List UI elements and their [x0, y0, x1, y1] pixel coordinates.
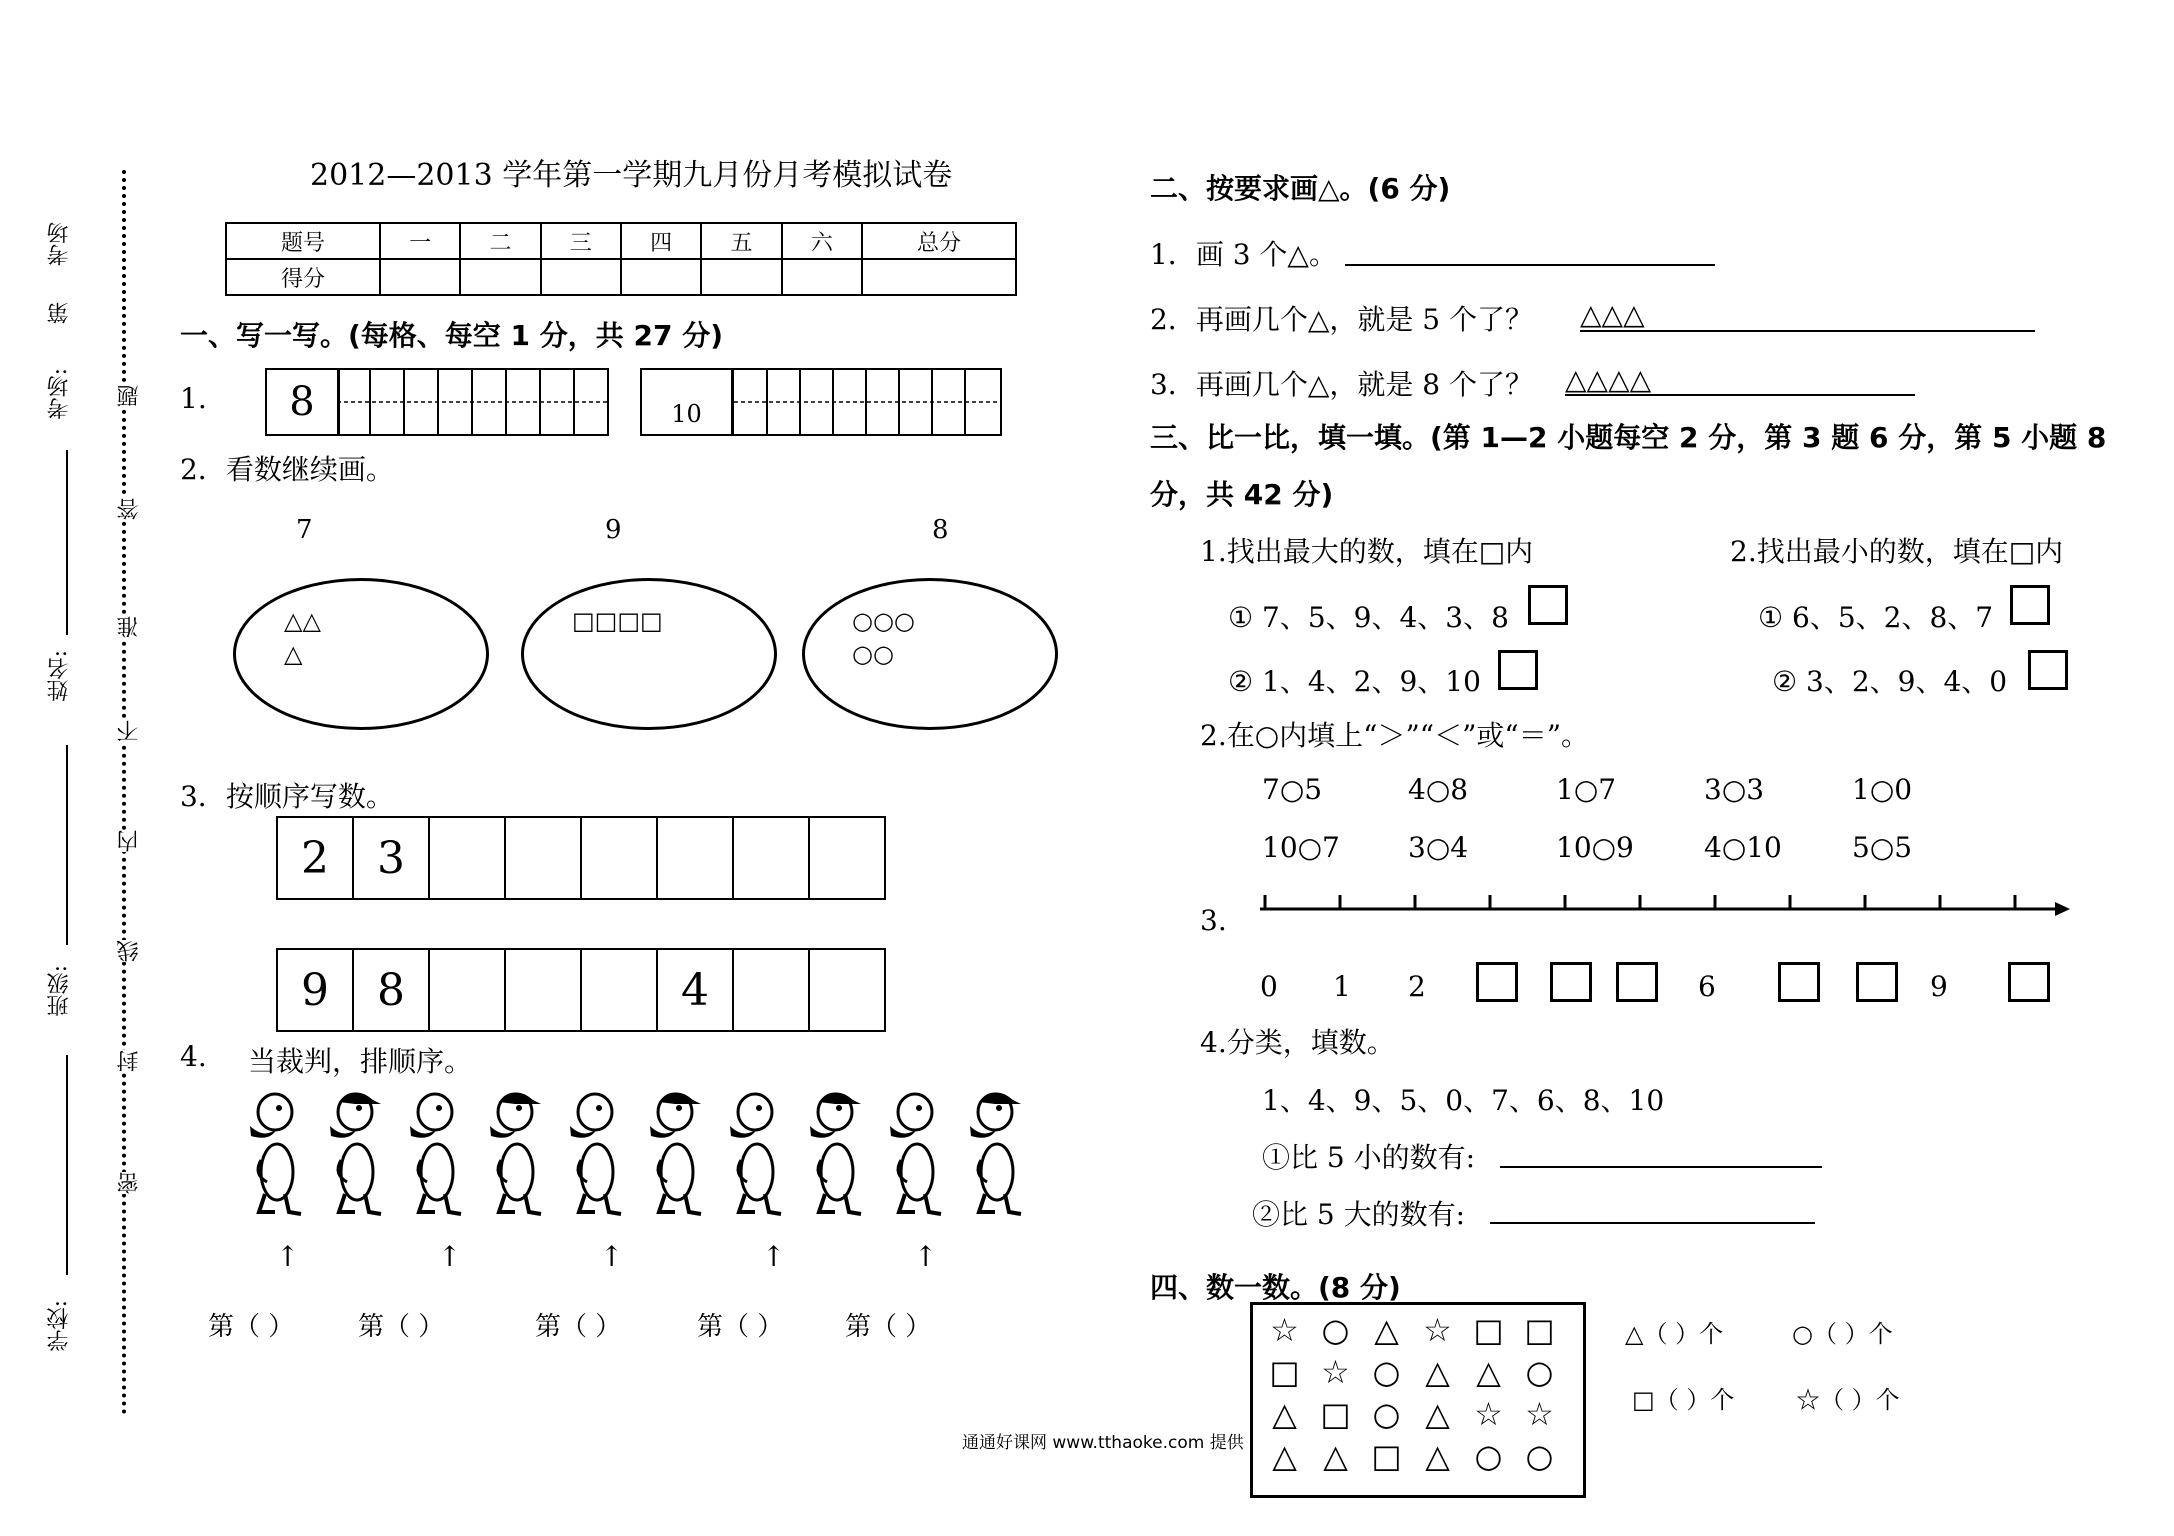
numline-box[interactable]: [2008, 962, 2050, 1002]
numline-label: 2: [1408, 970, 1426, 1003]
duck-figure: [330, 1092, 381, 1214]
duck-figure: [250, 1094, 301, 1214]
oval-2-shapes-line1: □□□□: [572, 607, 663, 635]
grid-shape: △: [1374, 1311, 1399, 1349]
grid-shape: ○: [1321, 1311, 1350, 1349]
s3-q4-a: ①比 5 小的数有:: [1262, 1141, 1476, 1174]
compare-item[interactable]: 10○7: [1262, 831, 1340, 864]
grid-shape: △: [1476, 1353, 1501, 1391]
numline-label: 6: [1698, 970, 1716, 1003]
section-3-heading-line1: 三、比一比，填一填。(第 1—2 小题每空 2 分，第 3 题 6 分，第 5 小题 8: [1150, 421, 2107, 454]
rank-arrow-5: ↑: [914, 1240, 938, 1273]
writing-grid-2-lines: [734, 370, 1000, 434]
drawing-oval-1[interactable]: [233, 578, 489, 730]
s3-q1b-item2: ② 3、2、9、4、0: [1772, 665, 2008, 698]
section-4-heading: 四、数一数。(8 分): [1150, 1271, 1401, 1304]
answer-box[interactable]: [2010, 585, 2050, 625]
oval-2-number: 9: [605, 515, 622, 545]
grid-shape: △: [1425, 1353, 1450, 1391]
compare-item[interactable]: 3○3: [1704, 773, 1765, 806]
writing-grid-1-lines: [337, 370, 607, 434]
oval-3-number: 8: [932, 515, 949, 545]
compare-item[interactable]: 3○4: [1408, 831, 1469, 864]
rank-blank-3[interactable]: 第（ ）: [535, 1312, 622, 1342]
sidebar-name-label: 姓名:: [47, 650, 72, 702]
sequence-cell: 8: [352, 950, 428, 1030]
seal-char-zhun: 准: [114, 616, 145, 638]
oval-1-shapes-line1: △△: [284, 607, 321, 635]
score-header-cell: 四: [621, 223, 701, 259]
count-triangle[interactable]: △（ ）个: [1625, 1320, 1724, 1348]
sidebar-kaochang-top: 考场: [47, 222, 72, 266]
s2-q2-answer-line[interactable]: [1580, 306, 2035, 332]
q2-prompt: 2．看数继续画。: [180, 453, 394, 486]
s3-q4-numbers: 1、4、9、5、0、7、6、8、10: [1262, 1084, 1665, 1117]
sequence-cell-blank[interactable]: [428, 950, 504, 1030]
s2-q1-answer-line[interactable]: [1345, 240, 1715, 266]
seal-char-mi: 密: [114, 1172, 145, 1194]
writing-grid-2: [640, 368, 1002, 436]
rank-blank-1[interactable]: 第（ ）: [208, 1312, 295, 1342]
answer-box[interactable]: [2028, 650, 2068, 690]
s3-q4-prompt: 4.分类，填数。: [1200, 1026, 1395, 1059]
numline-box[interactable]: [1476, 962, 1518, 1002]
sidebar-line-1: [66, 450, 68, 635]
seal-char-ti: 题: [114, 385, 145, 407]
duck-figure: [570, 1094, 621, 1214]
sequence-cell: 4: [656, 950, 732, 1030]
sidebar-line-3: [66, 1055, 68, 1275]
grid-shape: □: [1371, 1437, 1402, 1475]
numline-label: 9: [1930, 970, 1948, 1003]
shape-count-grid: [1250, 1302, 1586, 1498]
grid-shape: △: [1323, 1437, 1348, 1475]
sequence-cell-blank[interactable]: [808, 818, 884, 898]
numline-box[interactable]: [1778, 962, 1820, 1002]
compare-item[interactable]: 5○5: [1852, 831, 1913, 864]
shape-grid-table: [1259, 1309, 1565, 1477]
sequence-cell: 9: [301, 964, 329, 1016]
grid-shape: ☆: [1321, 1353, 1350, 1391]
s3-q4-b: ②比 5 大的数有:: [1252, 1198, 1466, 1231]
sequence-cell: 3: [352, 818, 428, 898]
grid-shape: ☆: [1270, 1311, 1299, 1349]
sequence-cell-blank[interactable]: [504, 950, 580, 1030]
grid-shape: □: [1524, 1311, 1555, 1349]
compare-item[interactable]: 4○8: [1408, 773, 1469, 806]
grid-shape: ☆: [1423, 1311, 1452, 1349]
q1-number: 1.: [180, 382, 207, 415]
score-header-cell: 三: [541, 223, 621, 259]
grid-shape: ☆: [1474, 1395, 1503, 1433]
numline-label: 1: [1333, 970, 1351, 1003]
grid-shape: □: [1473, 1311, 1504, 1349]
compare-item[interactable]: 1○0: [1852, 773, 1913, 806]
section-2-heading: 二、按要求画△。(6 分): [1150, 172, 1451, 205]
oval-3-shapes-line1: ○○○: [852, 607, 915, 635]
sequence-cell-blank[interactable]: [428, 818, 504, 898]
duck-figure: [490, 1092, 541, 1214]
s3-q2-prompt: 2.在○内填上“＞”“＜”或“＝”。: [1200, 719, 1590, 752]
q3-prompt: 3．按顺序写数。: [180, 780, 394, 813]
score-label-cell: 得分: [226, 259, 380, 295]
oval-1-shapes-line2: △: [284, 640, 303, 668]
writing-grid-1: [265, 368, 609, 436]
numline-label: 0: [1260, 970, 1278, 1003]
numline-box[interactable]: [1550, 962, 1592, 1002]
score-header-cell: 总分: [862, 223, 1016, 259]
rank-arrow-3: ↑: [600, 1240, 624, 1273]
s2-q2-given: △△△: [1580, 298, 1645, 331]
duck-figure: [650, 1092, 701, 1214]
writing-grid-2-sample: 10: [642, 370, 734, 434]
sequence-row-b: [276, 948, 886, 1032]
duck-figure: [810, 1092, 861, 1214]
rank-arrow-4: ↑: [762, 1240, 786, 1273]
count-square[interactable]: □（ ）个: [1632, 1386, 1735, 1414]
grid-shape: △: [1272, 1437, 1297, 1475]
score-input-cell[interactable]: [460, 259, 540, 295]
score-input-cell[interactable]: [621, 259, 701, 295]
writing-grid-1-sample: 8: [267, 370, 340, 434]
score-input-cell[interactable]: [782, 259, 862, 295]
grid-shape: ○: [1525, 1437, 1554, 1475]
score-input-cell[interactable]: [862, 259, 1016, 295]
footer-credit: 通通好课网 www.tthaoke.com 提供: [962, 1433, 1244, 1453]
s3-q1b-prompt: 2.找出最小的数，填在□内: [1730, 535, 2064, 568]
rank-blank-2[interactable]: 第（ ）: [358, 1312, 445, 1342]
sidebar-di: 第: [47, 302, 72, 324]
score-header-cell: 二: [460, 223, 540, 259]
sidebar-school-label: 学校:: [47, 1300, 72, 1352]
compare-item[interactable]: 4○10: [1704, 831, 1782, 864]
seal-char-bu: 不: [114, 720, 145, 742]
score-header-cell: 一: [380, 223, 460, 259]
compare-item[interactable]: 10○9: [1556, 831, 1634, 864]
score-input-cell[interactable]: [541, 259, 621, 295]
oval-1-number: 7: [296, 515, 313, 545]
grid-shape: △: [1272, 1395, 1297, 1433]
rank-blank-5[interactable]: 第（ ）: [845, 1312, 932, 1342]
s3-q3-number: 3.: [1200, 904, 1227, 937]
grid-shape: ○: [1372, 1353, 1401, 1391]
sequence-cell-blank[interactable]: [580, 950, 656, 1030]
rank-arrow-1: ↑: [276, 1240, 300, 1273]
s2-q2: 2．再画几个△，就是 5 个了？: [1150, 303, 1533, 336]
drawing-oval-2[interactable]: [521, 578, 777, 730]
s3-q4-b-line[interactable]: [1490, 1196, 1815, 1224]
count-star[interactable]: ☆（ ）个: [1796, 1386, 1900, 1414]
number-line: [1240, 885, 2070, 925]
score-header-cell: 题号: [226, 223, 380, 259]
sequence-cell: 2: [301, 832, 329, 884]
sequence-cell-blank[interactable]: [504, 818, 580, 898]
seal-char-nei: 内: [114, 830, 145, 852]
s2-q3-given: △△△△: [1565, 363, 1652, 396]
rank-arrow-2: ↑: [438, 1240, 462, 1273]
duck-figure: [410, 1094, 461, 1214]
section-1-heading: 一、写一写。(每格、每空 1 分，共 27 分): [180, 319, 724, 352]
sidebar-line-2: [66, 745, 68, 945]
oval-3-shapes-line2: ○○: [852, 640, 894, 668]
compare-item[interactable]: 7○5: [1262, 773, 1323, 806]
s3-q4-a-line[interactable]: [1500, 1140, 1822, 1168]
numline-box[interactable]: [1616, 962, 1658, 1002]
duck-row: [235, 1090, 1035, 1230]
grid-shape: △: [1425, 1437, 1450, 1475]
duck-figure: [890, 1094, 941, 1214]
s3-q1a-item1: ① 7、5、9、4、3、8: [1228, 601, 1509, 634]
q4-number: 4.: [180, 1040, 207, 1073]
score-header-cell: 六: [782, 223, 862, 259]
score-header-cell: 五: [701, 223, 781, 259]
s3-q1a-prompt: 1.找出最大的数，填在□内: [1200, 535, 1534, 568]
score-table: [225, 222, 1017, 296]
seal-char-xian: 线: [114, 940, 145, 962]
rank-blank-4[interactable]: 第（ ）: [697, 1312, 784, 1342]
page-title: 2012—2013 学年第一学期九月份月考模拟试卷: [310, 158, 953, 193]
numline-box[interactable]: [1856, 962, 1898, 1002]
sidebar-class-label: 班级:: [47, 965, 72, 1017]
grid-shape: □: [1320, 1395, 1351, 1433]
grid-shape: △: [1425, 1395, 1450, 1433]
answer-box[interactable]: [1528, 585, 1568, 625]
grid-shape: ○: [1372, 1395, 1401, 1433]
grid-shape: ○: [1525, 1353, 1554, 1391]
s2-q3-answer-line[interactable]: [1565, 370, 1915, 396]
score-input-cell[interactable]: [701, 259, 781, 295]
grid-shape: ☆: [1525, 1395, 1554, 1433]
sequence-row-a: [276, 816, 886, 900]
answer-box[interactable]: [1498, 650, 1538, 690]
seal-char-da: 答: [114, 498, 145, 520]
s3-q1a-item2: ② 1、4、2、9、10: [1228, 665, 1481, 698]
seal-line-dotted: [122, 170, 126, 1415]
s2-q3: 3．再画几个△，就是 8 个了？: [1150, 368, 1533, 401]
q4-prompt: 当裁判，排顺序。: [248, 1045, 473, 1078]
drawing-oval-3[interactable]: [802, 578, 1058, 730]
count-circle[interactable]: ○（ ）个: [1792, 1320, 1893, 1348]
seal-char-feng: 封: [114, 1050, 145, 1072]
sequence-cell-blank[interactable]: [808, 950, 884, 1030]
duck-figure: [970, 1092, 1021, 1214]
score-input-cell[interactable]: [380, 259, 460, 295]
sequence-cell-blank[interactable]: [732, 818, 808, 898]
sequence-cell-blank[interactable]: [732, 950, 808, 1030]
grid-shape: ○: [1474, 1437, 1503, 1475]
sequence-cell-blank[interactable]: [656, 818, 732, 898]
section-3-heading-line2: 分，共 42 分): [1150, 478, 1334, 511]
grid-shape: □: [1269, 1353, 1300, 1391]
s3-q1b-item1: ① 6、5、2、8、7: [1758, 601, 1994, 634]
sequence-cell-blank[interactable]: [580, 818, 656, 898]
duck-figure: [730, 1094, 781, 1214]
compare-item[interactable]: 1○7: [1556, 773, 1617, 806]
s2-q1: 1．画 3 个△。: [1150, 238, 1337, 271]
sidebar-kaochang-label: 考场:: [47, 368, 72, 420]
